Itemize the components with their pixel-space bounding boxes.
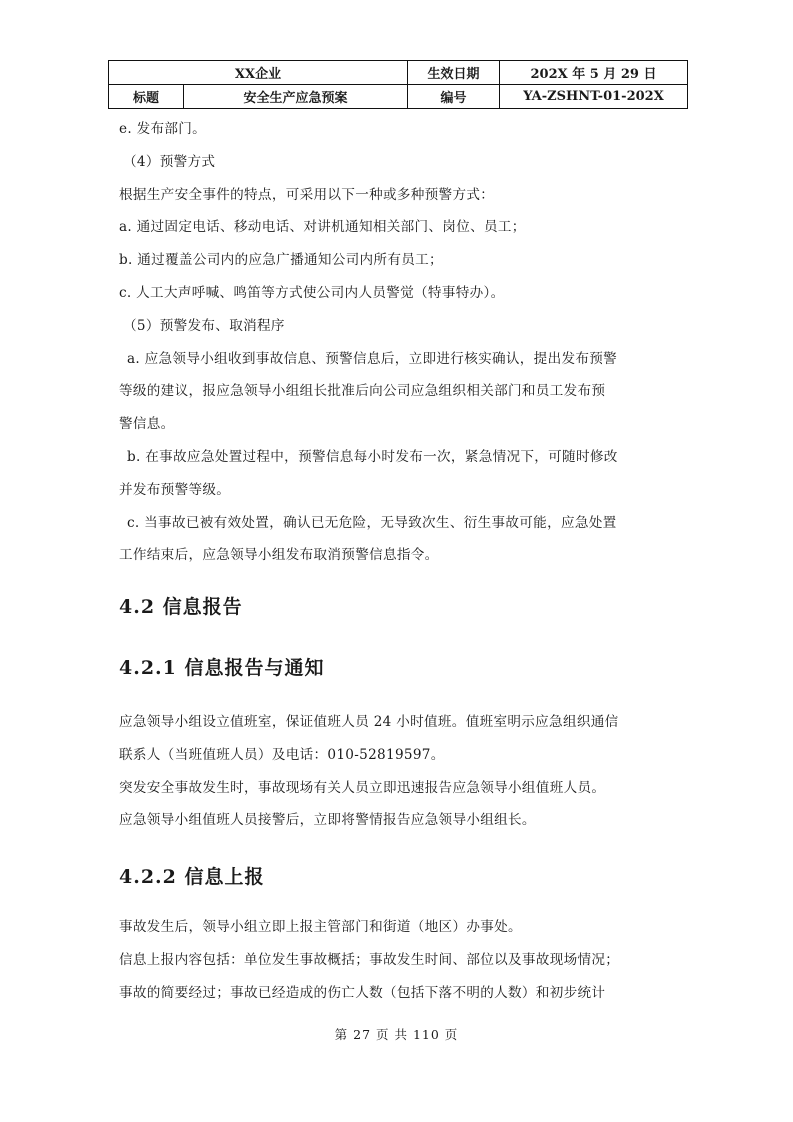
text-line: （4）预警方式 [123,153,216,170]
heading-4-2: 4.2 信息报告 [119,596,243,618]
text-line: 事故发生后，领导小组立即上报主管部门和街道（地区）办事处。 [119,919,522,935]
text-line: 信息上报内容包括：单位发生事故概括；事故发生时间、部位以及事故现场情况； [119,951,620,968]
document-number: YA-ZSHNT-01-202X [500,85,688,109]
number-label: 编号 [408,85,500,109]
text-line: 应急领导小组设立值班室，保证值班人员 24 小时值班。值班室明示应急组织通信 [119,714,619,730]
document-title: 安全生产应急预案 [184,85,408,109]
heading-4-2-2: 4.2.2 信息上报 [119,866,265,888]
text-line: 应急领导小组值班人员接警后，立即将警情报告应急领导小组组长。 [119,812,536,829]
info-report-paragraph [119,706,694,837]
info-upload-paragraph [119,911,694,1009]
effective-date-value: 202X 年 5 月 29 日 [500,61,688,85]
text-line: 联系人（当班值班人员）及电话：010-52819597。 [119,746,445,763]
text-line: b. 通过覆盖公司内的应急广播通知公司内所有员工； [119,252,443,269]
company-name: XX企业 [109,61,408,85]
text-line: 根据生产安全事件的特点，可采用以下一种或多种预警方式： [119,186,495,203]
text-line: b. 在事故应急处置过程中，预警信息每小时发布一次，紧急情况下，可随时修改 [127,448,618,465]
text-line: 突发安全事故发生时，事故现场有关人员立即迅速报告应急领导小组值班人员。 [119,779,606,796]
text-line: 等级的建议，报应急领导小组组长批准后向公司应急组织相关部门和员工发布预 [119,383,606,400]
text-line: 事故的简要经过；事故已经造成的伤亡人数（包括下落不明的人数）和初步统计 [119,984,606,1001]
warning-section-text [119,113,691,572]
header-row-2 [109,85,688,109]
text-line: 警信息。 [119,416,175,433]
text-line: e. 发布部门。 [119,121,207,137]
page-number-footer: 第 27 页 共 110 页 [334,1027,459,1042]
text-line: c. 人工大声呼喊、鸣笛等方式使公司内人员警觉（特事特办）。 [119,284,505,301]
text-line: 工作结束后，应急领导小组发布取消预警信息指令。 [119,547,439,564]
header-table [108,60,688,109]
text-line: （5）预警发布、取消程序 [123,317,285,334]
effective-date-label: 生效日期 [408,61,500,85]
header-row-1 [109,61,688,85]
text-line: 并发布预警等级。 [119,481,231,498]
title-label: 标题 [109,85,184,109]
text-line: a. 通过固定电话、移动电话、对讲机通知相关部门、岗位、员工； [119,219,526,236]
heading-4-2-1: 4.2.1 信息报告与通知 [119,657,325,679]
text-line: a. 应急领导小组收到事故信息、预警信息后，立即进行核实确认，提出发布预警 [127,350,618,367]
text-line: c. 当事故已被有效处置，确认已无危险，无导致次生、衍生事故可能，应急处置 [127,514,617,531]
